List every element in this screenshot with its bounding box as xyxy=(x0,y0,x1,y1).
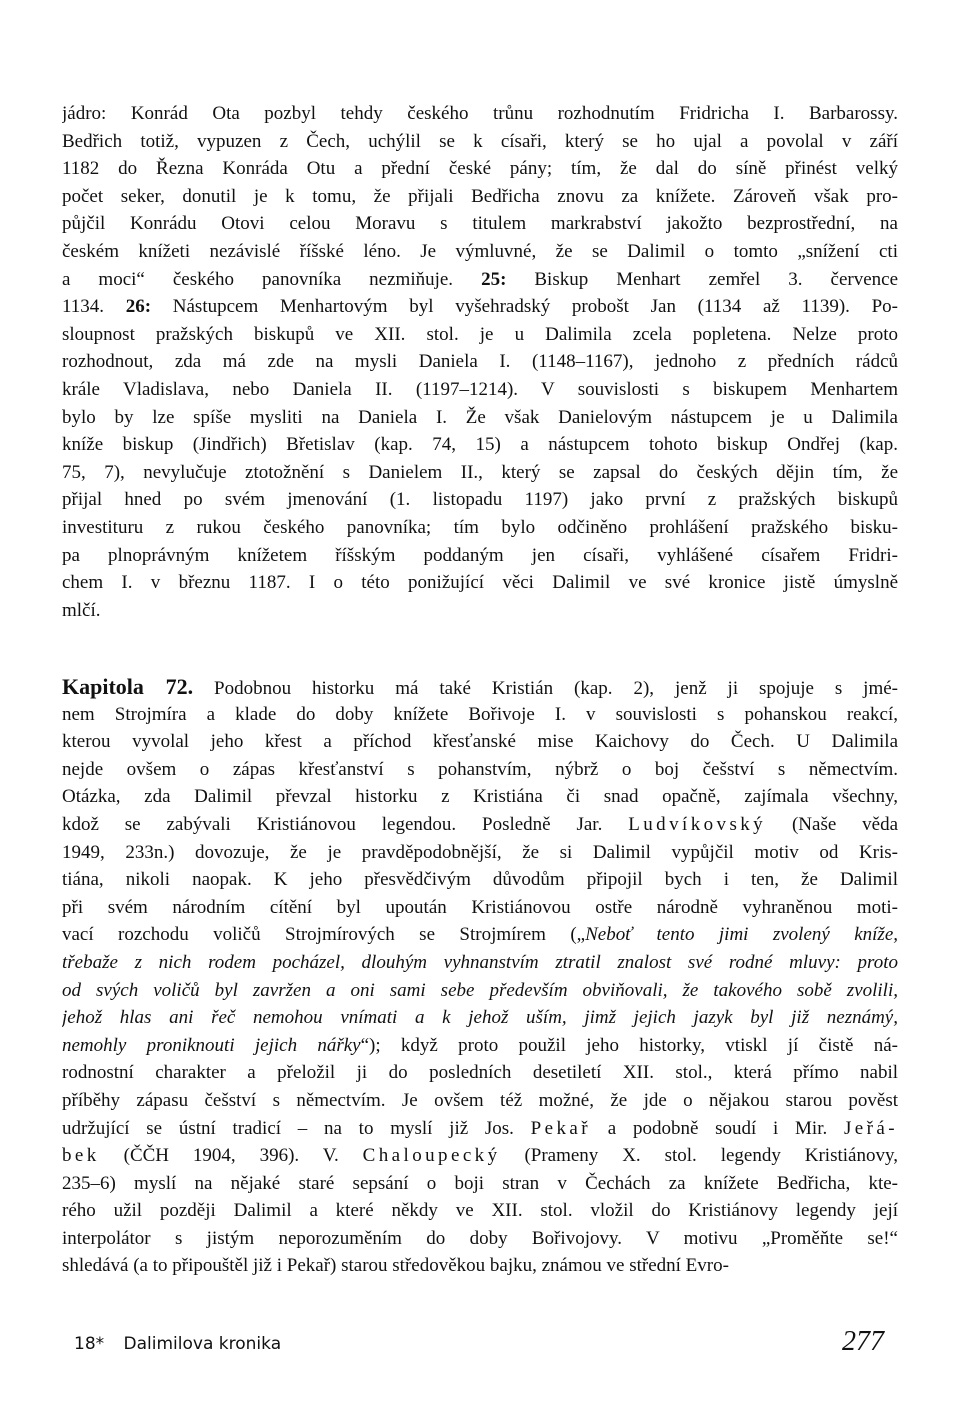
text-segment: 75, 7), nevylučuje ztotožnění s Danielem II., který se zapsal do českých dějin tím, že xyxy=(62,461,898,483)
page-number: 277 xyxy=(842,1326,884,1357)
text-line xyxy=(62,210,898,238)
text-line xyxy=(62,1142,898,1170)
text-segment: Pekař xyxy=(530,1117,592,1139)
text-segment: vací rozchodu voličů Strojmírových se Strojmírem („ xyxy=(62,924,586,946)
text-segment: Otázka, zda Dalimil převzal historku z Kristiána či snad opačně, zajímala všechny, xyxy=(62,786,898,808)
text-segment: rozhodnout, zda má zde na mysli Daniela I. (1148–1167), jednoho z předních rádců xyxy=(62,351,898,373)
text-line xyxy=(62,597,898,625)
text-segment: kterou vyvolal jeho křest a příchod křesťanské mise Kaichovy do Čech. U Dalimila xyxy=(62,731,898,753)
text-segment: 25: xyxy=(481,268,507,290)
text-line xyxy=(62,949,898,977)
text-line xyxy=(62,866,898,894)
text-segment: “); když proto použil jeho historky, vtiskl jí čistě ná- xyxy=(360,1034,898,1056)
text-segment: sloupnost pražských biskupů ve XII. stol. je u Dalimila zcela popletena. Nelze proto xyxy=(62,323,898,345)
text-line xyxy=(62,783,898,811)
text-segment: Biskup Menhart zemřel 3. července xyxy=(506,268,898,290)
text-segment: rého užil později Dalimil a které někdy ve XII. stol. vložil do Kristiánovy legendy její xyxy=(62,1200,898,1222)
text-line xyxy=(62,183,898,211)
text-line xyxy=(62,569,898,597)
text-line xyxy=(62,1170,898,1198)
text-segment: bylo by lze spíše mysliti na Daniela I. Že však Danielovým nástupcem je u Dalimila xyxy=(62,406,898,428)
text-segment: mlčí. xyxy=(62,599,101,621)
text-segment: počet seker, donutil je k tomu, že přijali Bedřicha znovu za knížete. Zároveň však pro- xyxy=(62,185,898,207)
text-segment: investituru z rukou českého panovníka; tím bylo odčiněno prohlášení pražského bisku- xyxy=(62,516,898,538)
text-segment: pa plnoprávným knížetem říšským poddaným jen císaři, vyhlášené císařem Fridri- xyxy=(62,544,898,566)
text-segment: nem Strojmíra a klade do doby knížete Bořivoje I. v souvislosti s pohanskou reakcí, xyxy=(62,703,898,725)
text-segment: příběhy zápasu češství s němectvím. Je ovšem též možné, že jde o nějakou starou pověst xyxy=(62,1089,898,1111)
text-line xyxy=(62,100,898,128)
text-segment: 1949, 233n.) dovozuje, že je pravděpodobnější, že si Dalimil vypůjčil motiv od Kris- xyxy=(62,841,898,863)
text-line xyxy=(62,238,898,266)
text-line xyxy=(62,728,898,756)
text-line xyxy=(62,514,898,542)
text-segment: rodnostní charakter a přeložil ji do posledních desetiletí XII. stol., která přímo nabil xyxy=(62,1062,898,1084)
text-segment: (ČČH 1904, 396). V. xyxy=(99,1145,363,1167)
text-line xyxy=(62,1032,898,1060)
text-segment: 26: xyxy=(125,296,152,318)
text-line xyxy=(62,756,898,784)
text-segment: Neboť tento jimi zvolený kníže, xyxy=(585,924,898,946)
text-segment: českém knížeti nezávislé říšské léno. Je výmluvné, že se Dalimil o tomto „snížení cti xyxy=(62,240,898,262)
text-line xyxy=(62,128,898,156)
running-book-title: Dalimilova kronika xyxy=(123,1334,282,1354)
text-line xyxy=(62,486,898,514)
text-line xyxy=(62,1059,898,1087)
text-segment: od svých voličů byl zavržen a oni sami sebe především obviňovali, že takového sobě zvolili, xyxy=(62,979,898,1001)
text-line xyxy=(62,404,898,432)
printer-signature-mark: 18* xyxy=(74,1334,105,1354)
text-line xyxy=(62,431,898,459)
text-segment: shledává (a to připouštěl již i Pekař) starou středověkou bajku, známou ve střední Evro- xyxy=(62,1255,729,1277)
text-segment: (Prameny X. stol. legendy Kristiánovy, xyxy=(500,1145,898,1167)
text-line xyxy=(62,811,898,839)
text-line xyxy=(62,1115,898,1143)
text-line xyxy=(62,459,898,487)
text-segment: 235–6) myslí na nějaké staré sepsání o boji stran v Čechách za knížete Bedřicha, kte- xyxy=(62,1172,898,1194)
text-segment: při svém národním cítění byl upoután Kristiánovou ostře národně vyhraněnou moti- xyxy=(62,896,898,918)
text-line xyxy=(62,321,898,349)
text-line xyxy=(62,376,898,404)
text-line xyxy=(62,921,898,949)
chapter-heading: Kapitola 72. xyxy=(62,674,194,699)
text-line xyxy=(62,1252,898,1280)
text-line xyxy=(62,1004,898,1032)
text-segment: jádro: Konrád Ota pozbyl tehdy českého trůnu rozhodnutím Fridricha I. Barbarossy. xyxy=(62,103,898,124)
text-line xyxy=(62,155,898,183)
text-segment: (Naše věda xyxy=(766,813,898,835)
text-line xyxy=(62,1197,898,1225)
text-segment: a podobně soudí i Mir. xyxy=(591,1117,844,1139)
text-line xyxy=(62,701,898,729)
text-segment: kdož se zabývali Kristiánovou legendou. Posledně Jar. xyxy=(62,813,629,835)
text-segment: jehož hlas ani řeč nemohou vnímati a k jehož uším, jimž jejich jazyk byl již neznámý, xyxy=(62,1007,898,1029)
text-segment: půjčil Konrádu Otovi celou Moravu s titulem markrabství jakožto bezprostřední, na xyxy=(62,213,898,235)
text-segment: interpolátor s jistým neporozuměním do doby Bořivojovy. V motivu „Proměňte se!“ xyxy=(62,1227,898,1249)
text-segment: 1134. xyxy=(62,296,126,318)
text-line xyxy=(62,542,898,570)
text-line xyxy=(62,894,898,922)
text-segment: Bedřich totiž, vypuzen z Čech, uchýlil se k císaři, který se ho ujal a povolal v září xyxy=(62,130,898,152)
text-line xyxy=(62,293,898,321)
text-segment: třebaže z nich rodem pocházel, dlouhým vyhnanstvím ztratil znalost své rodné mluvy: proto xyxy=(62,951,898,973)
text-segment: přijal hned po svém jmenování (1. listopadu 1197) jako první z pražských biskupů xyxy=(62,489,898,511)
text-line xyxy=(62,266,898,294)
text-segment: Podobnou historku má také Kristián (kap. 2), jenž ji spojuje s jmé- xyxy=(193,678,898,699)
text-segment: udržující se ústní tradicí – na to myslí již Jos. xyxy=(62,1117,531,1139)
text-line xyxy=(62,839,898,867)
text-segment: Jeřá- xyxy=(843,1117,898,1139)
text-segment: Ludvíkovský xyxy=(628,813,767,835)
text-segment: bek xyxy=(62,1145,100,1167)
text-segment: 1182 do Řezna Konráda Otu a přední české pány; tím, že dal do síně přinést velký xyxy=(62,158,898,180)
text-segment: tiána, nikoli naopak. K jeho přesvědčivým důvodům připojil bych i ten, že Dalimil xyxy=(62,869,898,891)
text-line xyxy=(62,977,898,1005)
text-line xyxy=(62,1087,898,1115)
text-line xyxy=(62,348,898,376)
text-segment: Nástupcem Menhartovým byl vyšehradský probošt Jan (1134 až 1139). Po- xyxy=(151,296,898,318)
text-segment: a moci“ českého panovníka nezmiňuje. xyxy=(62,268,482,290)
text-segment: Chaloupecký xyxy=(362,1145,501,1167)
text-segment: nejde ovšem o zápas křesťanství s pohanstvím, nýbrž o boj češství s němectvím. xyxy=(62,758,898,780)
text-segment: chem I. v březnu 1187. I o této ponižující věci Dalimil ve své kronice jistě úmyslně xyxy=(62,572,898,594)
paragraph-commentary-continued xyxy=(62,100,898,624)
text-line xyxy=(62,673,898,701)
text-line xyxy=(62,1225,898,1253)
page-footer xyxy=(74,1334,281,1354)
paragraph-chapter-72 xyxy=(62,673,898,1280)
text-segment: nemohly proniknouti jejich nářky xyxy=(62,1034,361,1056)
text-segment: kníže biskup (Jindřich) Břetislav (kap. 74, 15) a nástupcem tohoto biskup Ondřej (kap. xyxy=(62,434,898,456)
text-segment: krále Vladislava, nebo Daniela II. (1197–1214). V souvislosti s biskupem Menhartem xyxy=(62,378,898,400)
